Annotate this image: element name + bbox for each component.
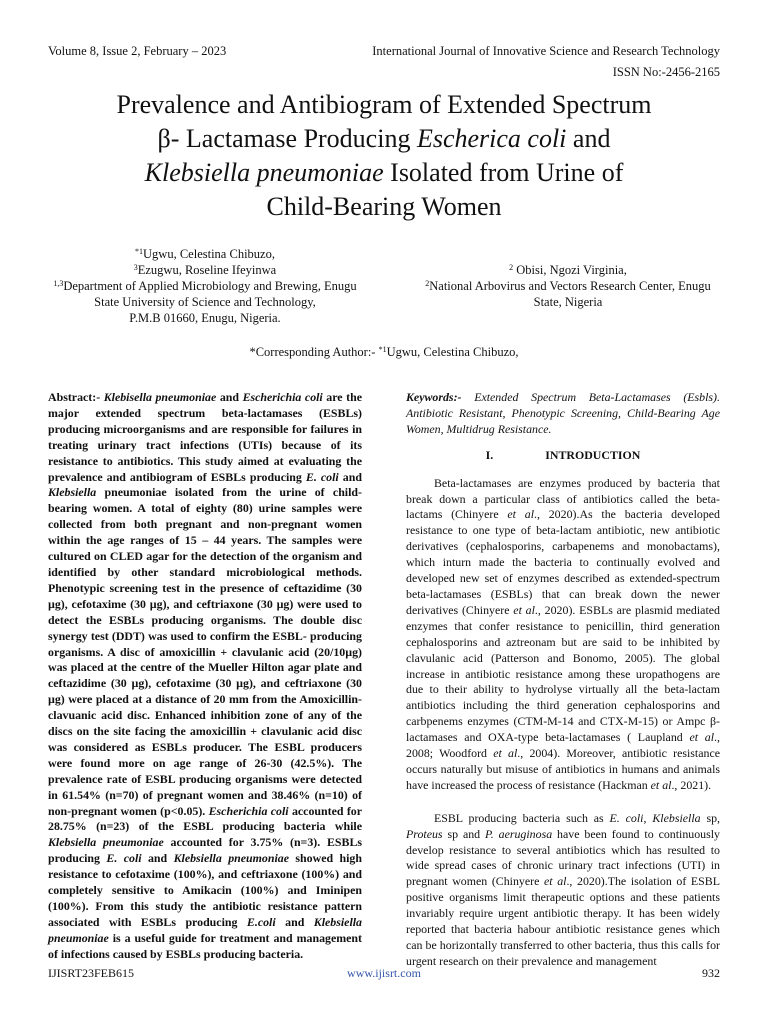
title-line-2: β- Lactamase Producing Escherica coli and <box>157 124 611 153</box>
authors-left <box>40 246 370 326</box>
corresponding-author: *Corresponding Author:- $^{*1}$Ugwu, Celestina Chibuzo, <box>249 345 519 359</box>
intro-paragraph-2: ESBL producing bacteria such as E. coli, Klebsiella sp, Proteus sp and P. aeruginosa have been found to continuously develop resistance to several antibiotics which has resulted to wide spread cases of chronic urinary tract infections (UTI) in pregnant women (Chinyere et al., 2020).The isolation of ESBL positive organisms limit therapeutic options and these patients invariably require urgent antibiotic therapy. It has been widely reported that bacteria habour antibiotic resistance genes which can be horizontally transferred to other bacteria, thus this calls for urgent research on their prevalence and management <box>406 810 720 968</box>
authors-right <box>408 262 728 310</box>
author-ezugwu: $^3$Ezugwu, Roseline Ifeyinwa <box>133 263 277 277</box>
header-issn: ISSN No:-2456-2165 <box>612 65 720 79</box>
author-ugwu: $^{*1}$Ugwu, Celestina Chibuzo, <box>135 247 275 261</box>
affiliation-esut-line3: P.M.B 01660, Enugu, Nigeria. <box>129 311 281 325</box>
title-line-1: Prevalence and Antibiogram of Extended Spectrum <box>116 90 652 119</box>
footer-paper-code: IJISRT23FEB615 <box>48 966 134 980</box>
affiliation-esut: $^{1,3}$Department of Applied Microbiology and Brewing, Enugu <box>53 279 357 293</box>
author-obisi: $^2$ Obisi, Ngozi Virginia, <box>509 263 627 277</box>
abstract-text: Abstract:- Klebisella pneumoniae and Escherichia coli are the major extended spectrum beta-lactamases (ESBLs) producing microorganisms and are responsible for failures in treating urinary tract infections (UTIs) because of its resistance to antibiotics. This study aimed at evaluating the prevalence and antibiogram of ESBLs producing E. coli and Klebsiella pneumoniae isolated from the urine of child-bearing women. A total of eighty (80) urine samples were collected from both pregnant and non-pregnant women within the age ranges of 15 – 44 years. The samples were cultured on CLED agar for the detection of the organism and identified by other standard microbiological methods. Phenotypic screening test in the presence of ceftazidime (30 µg), cefotaxime (30 µg), and ceftriaxone (30 µg) were used to detect the ESBLs producing organisms. The double disc synergy test (DDT) was used to confirm the ESBL- producing organisms. A disc of amoxicillin + clavulanic acid (20/10µg) was placed at the centre of the Mueller Hilton agar plate and ceftazidime (30 µg), cefotaxime (30 µg), and ceftriaxone (30 µg) were placed at a distance of 20 mm from the Amoxicillin-clavuanic acid disc. Enhanced inhibition zone of any of the discs on the site facing the amoxicillin + clavulanic acid disc was considered as ESBLs producer. The ESBL producers were found more on age range of 26-30 (42.5%). The prevalence rate of ESBL producing organisms were detected in 61.54% (n=70) of pregnant women and 38.46% (n=10) of non-pregnant women (p<0.05). Escherichia coli accounted for 28.75% (n=23) of the ESBL producing bacteria while Klebsiella pneumoniae accounted for 3.75% (n=3). ESBLs producing E. coli and Klebsiella pneumoniae showed high resistance to cefotaxime (100%), and ceftriaxone (100%) and completely sensitive to Amikacin (100%) and Iminipen (100%). From this study the antibiotic resistance pattern associated with ESBLs producing E.coli and Klebsiella pneumoniae is a useful guide for treatment and management of infections caused by ESBLs producing bacteria. <box>48 390 363 961</box>
header-volume: Volume 8, Issue 2, February – 2023 <box>48 44 227 58</box>
intro-paragraph-1: Beta-lactamases are enzymes produced by bacteria that break down a particular class of antibiotics called the beta-lactams (Chinyere et al., 2020).As the bacteria developed resistance to one type of beta-lactam antibiotic, new antibiotic derivatives (cephalosporins, carbapenems and monobactams), which inturn made the bacteria to continually evolved and developed new set of enzymes described as extended-spectrum beta-lactamases (ESBLs) that can break down the newer derivatives (Chinyere et al., 2020). ESBLs are plasmid mediated enzymes that confer resistance to penicillin, third generation cephalosporins and aztreonam but are said to be inhibited by clavulanic acid (Patterson and Bonomo, 2005). The global increase in antibiotic resistance among these uropathogens are due to their ability to hydrolyse virtually all the beta-lactam antibiotics including the third generation cephalosporins and carbpenems enzymes (CTM-M-14 and CTX-M-15) or Ampc β-lactamases and OXA-type beta-lactamases ( Laupland et al., 2008; Woodford et al., 2004). Moreover, antibiotic resistance occurs naturally but misuse of antibiotics in humans and animals have increased the process of resistance (Hackman et al., 2021). <box>406 475 721 792</box>
abstract <box>48 390 362 963</box>
title-line-3: Klebsiella pneumoniae Isolated from Urine of <box>144 158 624 187</box>
footer-page-number: 932 <box>702 966 720 980</box>
affiliation-navrc-line2: State, Nigeria <box>533 295 603 309</box>
affiliation-esut-line2: State University of Science and Technology, <box>94 295 316 309</box>
footer-website-link[interactable]: www.ijisrt.com <box>347 966 421 980</box>
right-column <box>406 390 720 970</box>
affiliation-navrc: $^2$National Arbovirus and Vectors Research Center, Enugu <box>425 279 711 293</box>
title-line-4: Child-Bearing Women <box>266 192 502 221</box>
keywords: Keywords:- Extended Spectrum Beta-Lactamases (Esbls). Antibiotic Resistant, Phenotypic Screening, Child-Bearing Age Women, Multidrug Resistance. <box>406 390 720 436</box>
section-heading-introduction: I. INTRODUCTION <box>485 447 641 462</box>
header-journal: International Journal of Innovative Science and Research Technology <box>372 44 720 58</box>
paper-title <box>40 88 728 224</box>
